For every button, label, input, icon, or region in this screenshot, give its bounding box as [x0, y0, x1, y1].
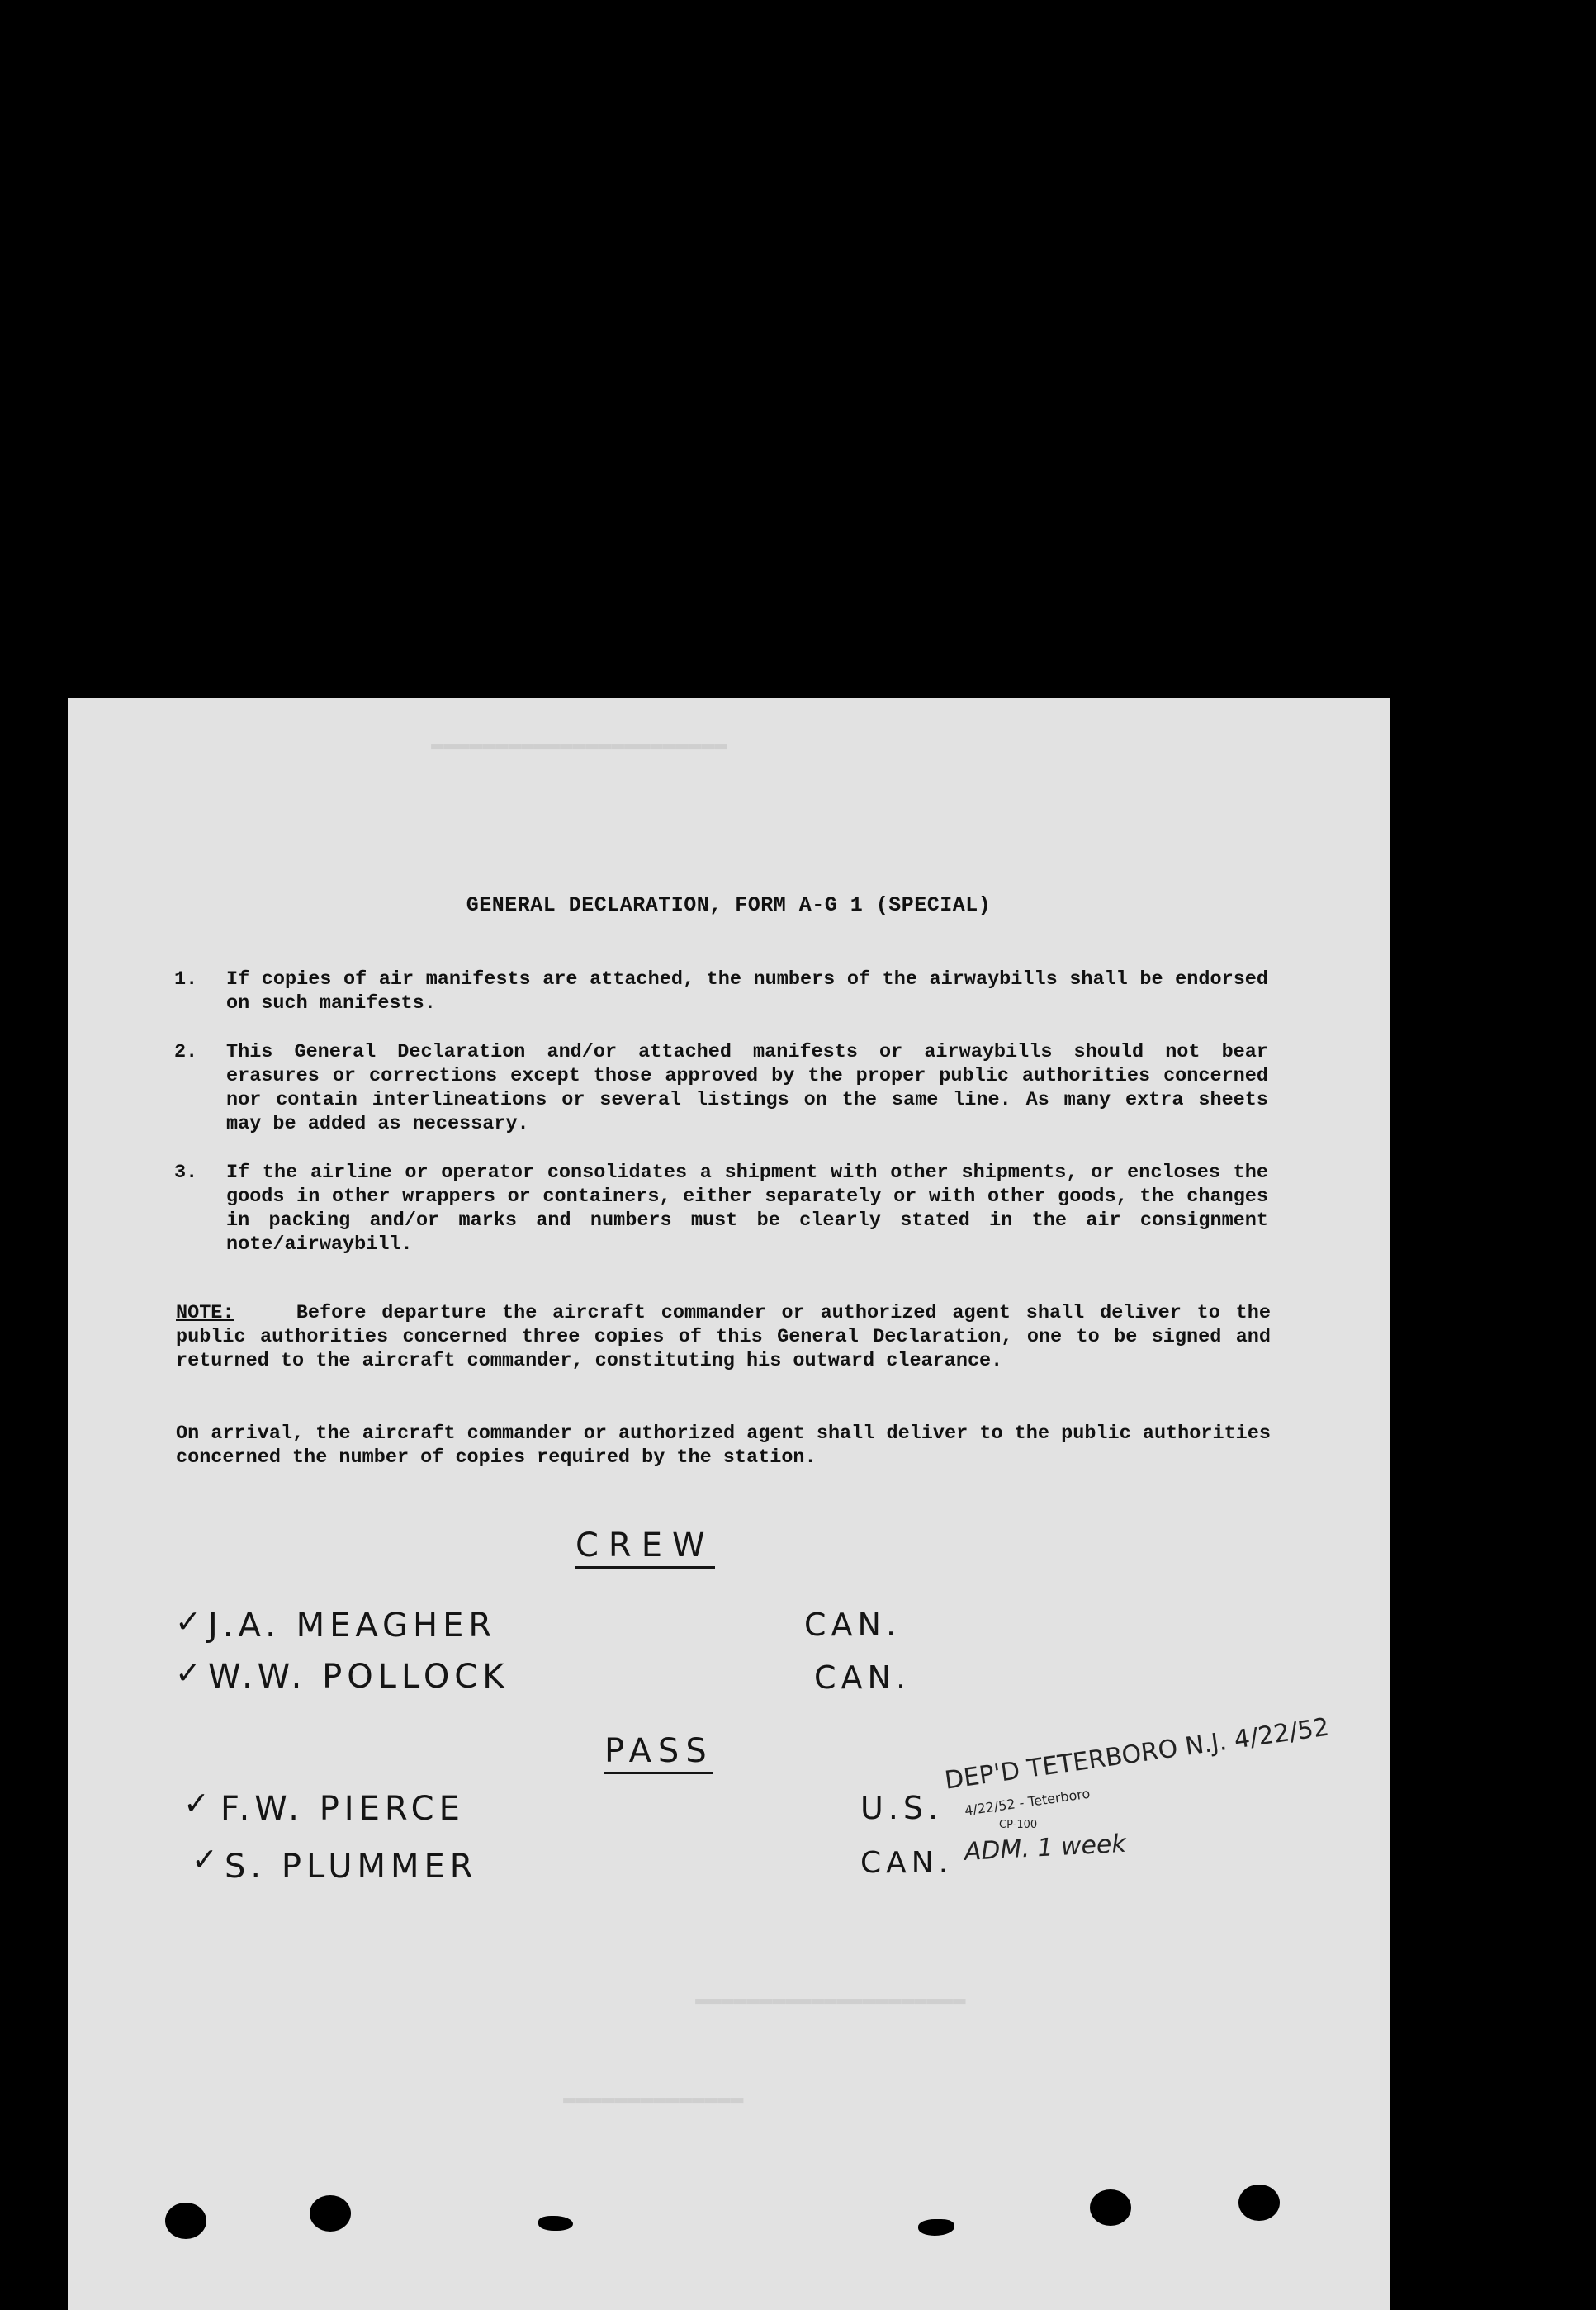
passenger-nationality: U.S.: [860, 1790, 944, 1826]
item-number: 2.: [174, 1041, 198, 1063]
punch-hole: [1090, 2189, 1131, 2226]
crew-name: W.W. POLLOCK: [208, 1658, 509, 1696]
bleed-through-mark: ▬▬▬▬▬▬▬▬▬▬▬▬▬▬▬▬▬▬▬▬▬: [695, 1986, 966, 2011]
punch-hole: [1238, 2185, 1280, 2221]
punch-hole: [538, 2216, 573, 2231]
punch-hole: [165, 2203, 206, 2239]
note-label: NOTE:: [176, 1302, 234, 1324]
document-page: [68, 698, 1390, 2310]
bleed-through-mark: ▬▬▬▬▬▬▬▬▬▬▬▬▬▬: [563, 2085, 744, 2110]
item-text: This General Declaration and/or attached manifests or airwaybills should not bear erasures or corrections except those approved by the proper public authorities concerned nor contain interlineations or several listings on the same line. As many extra sheets may be added as necessary.: [226, 1041, 1268, 1135]
punch-hole: [310, 2195, 351, 2232]
check-mark: ✓: [175, 1603, 206, 1640]
departure-small-note: 4/22/52 - Teterboro: [964, 1785, 1092, 1819]
departure-small-note-2: CP-100: [999, 1819, 1038, 1831]
passenger-name: F.W. PIERCE: [220, 1790, 465, 1828]
departure-remark: DEP'D TETERBORO N.J. 4/22/52: [943, 1712, 1331, 1796]
item-number: 3.: [174, 1162, 198, 1184]
crew-nationality: CAN.: [814, 1659, 912, 1696]
note-text: Before departure the aircraft commander or authorized agent shall deliver to the public authorities concerned three copies of this General Declaration, one to be signed and returned to the aircraft commander, constituting his outward clearance.: [176, 1302, 1271, 1372]
punch-hole: [918, 2219, 954, 2236]
item-text: If copies of air manifests are attached, the numbers of the airwaybills shall be endorsed on such manifests.: [226, 968, 1268, 1015]
item-number: 1.: [174, 968, 198, 991]
crew-name: J.A. MEAGHER: [208, 1607, 497, 1645]
passenger-nationality: CAN.: [860, 1846, 954, 1880]
page-title: GENERAL DECLARATION, FORM A-G 1 (SPECIAL): [466, 893, 992, 917]
bleed-through-mark: ▬▬▬▬▬▬▬▬▬▬▬▬▬▬▬▬▬▬▬▬▬▬▬: [431, 731, 727, 756]
check-mark: ✓: [183, 1785, 215, 1821]
note-paragraph: [176, 1301, 1271, 1373]
arrival-paragraph: On arrival, the aircraft commander or authorized agent shall deliver to the public authorities concerned the number of copies required by the station.: [176, 1422, 1271, 1469]
passenger-name: S. PLUMMER: [225, 1848, 478, 1886]
crew-nationality: CAN.: [804, 1607, 902, 1643]
admission-remark: ADM. 1 week: [964, 1829, 1127, 1867]
check-mark: ✓: [192, 1841, 223, 1877]
crew-heading: CREW: [575, 1527, 715, 1569]
check-mark: ✓: [175, 1654, 206, 1691]
passenger-heading: PASS: [604, 1732, 713, 1774]
item-text: If the airline or operator consolidates a shipment with other shipments, or encloses the goods in other wrappers or containers, either separately or with other goods, the changes in packing and/or marks and numbers must be clearly stated in the air consignment note/airwaybill.: [226, 1162, 1268, 1256]
